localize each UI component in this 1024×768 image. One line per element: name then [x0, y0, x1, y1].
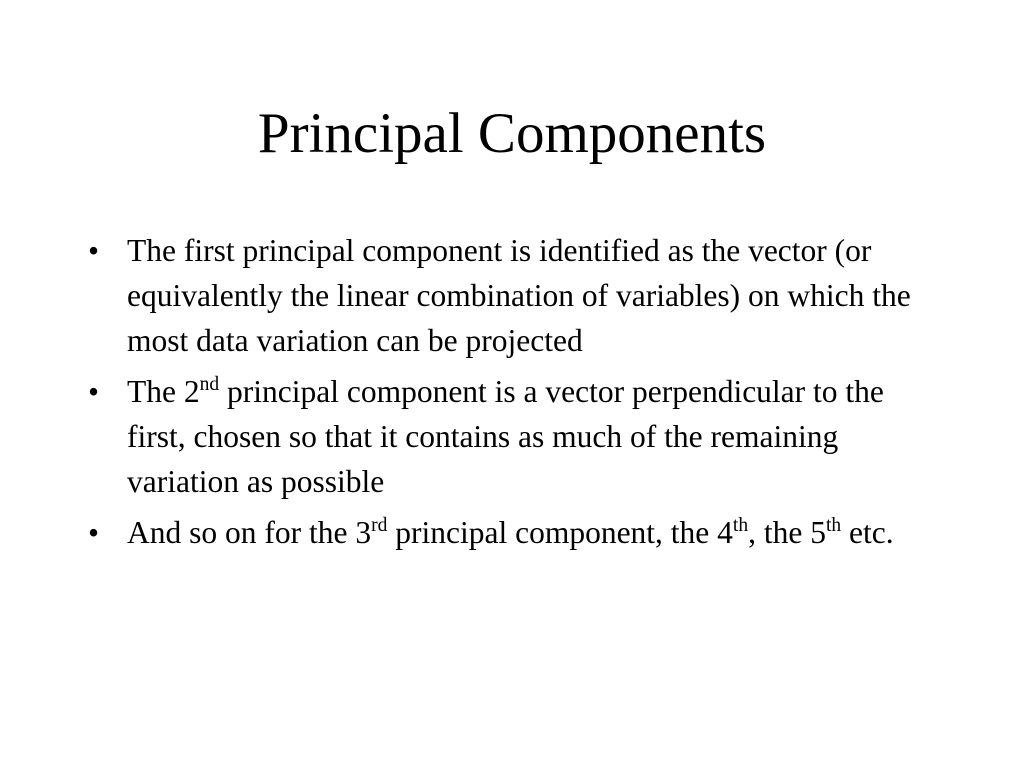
bullet-item-2: [80, 369, 950, 504]
bullet-text: [127, 515, 894, 550]
ordinal-suffix: th: [825, 514, 842, 536]
bullet-text-part: The 2: [127, 374, 200, 409]
bullet-text: [127, 374, 884, 499]
bullet-marker: •: [88, 233, 100, 268]
bullet-marker: •: [88, 374, 100, 409]
bullet-marker: •: [88, 515, 100, 550]
bullet-text-part: etc.: [841, 515, 894, 550]
bullet-item-3: [80, 510, 950, 555]
bullet-text-part: And so on for the 3: [127, 515, 372, 550]
ordinal-suffix: th: [732, 514, 749, 536]
ordinal-suffix: nd: [199, 373, 220, 395]
ordinal-suffix: rd: [371, 514, 388, 536]
bullet-list: [80, 228, 950, 561]
bullet-text-part: principal component, the 4: [387, 515, 733, 550]
bullet-item-1: [80, 228, 950, 363]
slide-title: Principal Components: [257, 102, 767, 165]
bullet-text: The first principal component is identified as the vector (or equivalently the linear combination of variables) on which the most data variation can be projected: [127, 233, 911, 358]
bullet-text-part: , the 5: [748, 515, 826, 550]
bullet-text-part: principal component is a vector perpendicular to the first, chosen so that it contains as much of the remaining variation as possible: [127, 374, 884, 499]
